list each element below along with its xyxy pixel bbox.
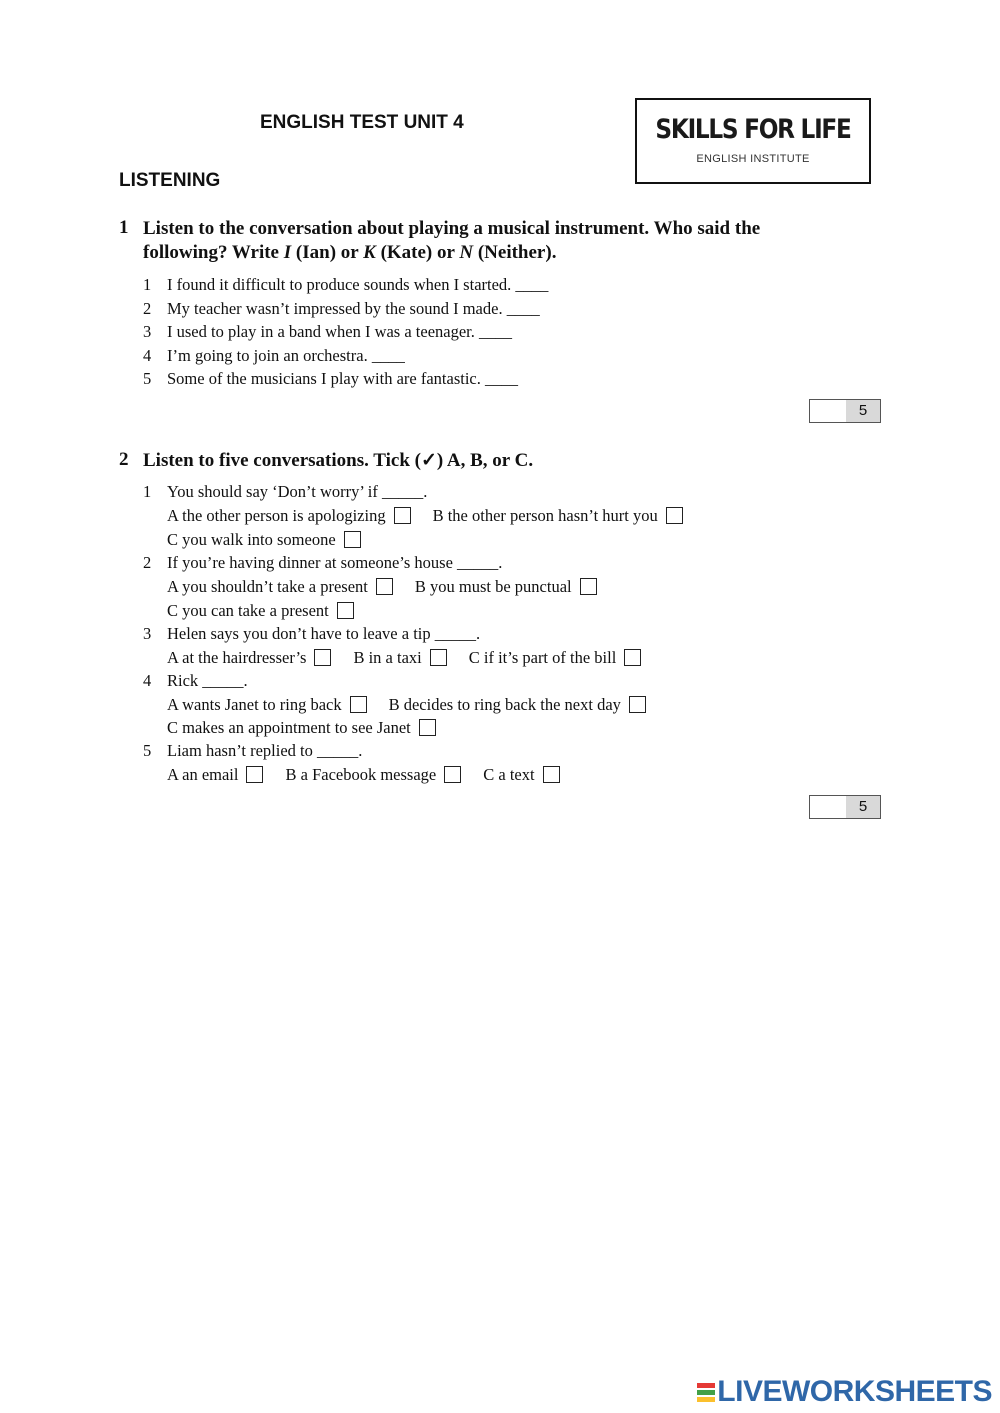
score-box xyxy=(809,795,881,819)
option-row: A the other person is apologizing B the other person hasn’t hurt you xyxy=(167,504,683,527)
question-number: 2 xyxy=(119,449,129,470)
answer-blank[interactable]: I used to play in a band when I was a teenager. ____ xyxy=(167,322,513,341)
option-row: C you walk into someone xyxy=(167,528,361,551)
checkbox[interactable] xyxy=(430,649,447,666)
answer-blank[interactable]: My teacher wasn’t impressed by the sound I made. ____ xyxy=(167,299,540,318)
checkbox[interactable] xyxy=(543,766,560,783)
list-item: 4 Rick _____. xyxy=(143,671,248,690)
list-item: 5 Liam hasn’t replied to _____. xyxy=(143,741,363,760)
list-item: 2 My teacher wasn’t impressed by the sound I made. ____ xyxy=(143,299,540,318)
question-number: 1 xyxy=(119,217,129,238)
option-row: C you can take a present xyxy=(167,599,354,622)
question-instruction: Listen to five conversations. Tick (✓) A, B, or C. xyxy=(143,450,534,471)
list-item: 5 Some of the musicians I play with are fantastic. ____ xyxy=(143,369,518,388)
section-heading-listening: LISTENING xyxy=(119,170,221,191)
footer-brand[interactable] xyxy=(697,1375,992,1409)
option-row: A an email B a Facebook message C a text xyxy=(167,763,560,786)
checkbox[interactable] xyxy=(337,602,354,619)
logo-main-text: SKILLS FOR LIFE xyxy=(655,114,851,145)
logo-sub-text: ENGLISH INSTITUTE xyxy=(696,153,810,165)
list-item: 3 I used to play in a band when I was a teenager. ____ xyxy=(143,322,513,341)
checkbox[interactable] xyxy=(314,649,331,666)
checkbox[interactable] xyxy=(629,696,646,713)
answer-blank[interactable]: I found it difficult to produce sounds when I started. ____ xyxy=(167,275,549,294)
footer-brand-text: LIVEWORKSHEETS xyxy=(717,1375,992,1408)
liveworksheets-icon xyxy=(697,1383,715,1402)
checkbox[interactable] xyxy=(376,578,393,595)
checkbox[interactable] xyxy=(444,766,461,783)
list-item: 4 I’m going to join an orchestra. ____ xyxy=(143,346,405,365)
option-row: A at the hairdresser’s B in a taxi C if it’s part of the bill xyxy=(167,646,641,669)
checkbox[interactable] xyxy=(666,507,683,524)
answer-blank[interactable]: I’m going to join an orchestra. ____ xyxy=(167,346,405,365)
question-instruction-line: following? Write I (Ian) or K (Kate) or N (Neither). xyxy=(143,242,557,263)
checkbox[interactable] xyxy=(580,578,597,595)
list-item: 3 Helen says you don’t have to leave a tip _____. xyxy=(143,624,481,643)
list-item: 1 You should say ‘Don’t worry’ if _____. xyxy=(143,482,428,501)
question-instruction-line: Listen to the conversation about playing a musical instrument. Who said the xyxy=(143,218,761,239)
question-instruction xyxy=(143,217,760,265)
answer-blank[interactable]: Some of the musicians I play with are fantastic. ____ xyxy=(167,369,518,388)
option-row: A wants Janet to ring back B decides to ring back the next day xyxy=(167,693,646,716)
page-title: ENGLISH TEST UNIT 4 xyxy=(260,112,464,133)
checkbox[interactable] xyxy=(246,766,263,783)
checkbox[interactable] xyxy=(419,719,436,736)
score-max: 5 xyxy=(846,796,880,818)
checkbox[interactable] xyxy=(624,649,641,666)
logo xyxy=(635,98,871,184)
option-row: C makes an appointment to see Janet xyxy=(167,716,436,739)
score-max: 5 xyxy=(846,400,880,422)
checkbox[interactable] xyxy=(394,507,411,524)
checkbox[interactable] xyxy=(344,531,361,548)
score-input[interactable] xyxy=(810,796,847,818)
score-box xyxy=(809,399,881,423)
list-item: 1 I found it difficult to produce sounds when I started. ____ xyxy=(143,275,549,294)
checkbox[interactable] xyxy=(350,696,367,713)
option-row: A you shouldn’t take a present B you must be punctual xyxy=(167,575,597,598)
list-item: 2 If you’re having dinner at someone’s house _____. xyxy=(143,553,503,572)
score-input[interactable] xyxy=(810,400,847,422)
